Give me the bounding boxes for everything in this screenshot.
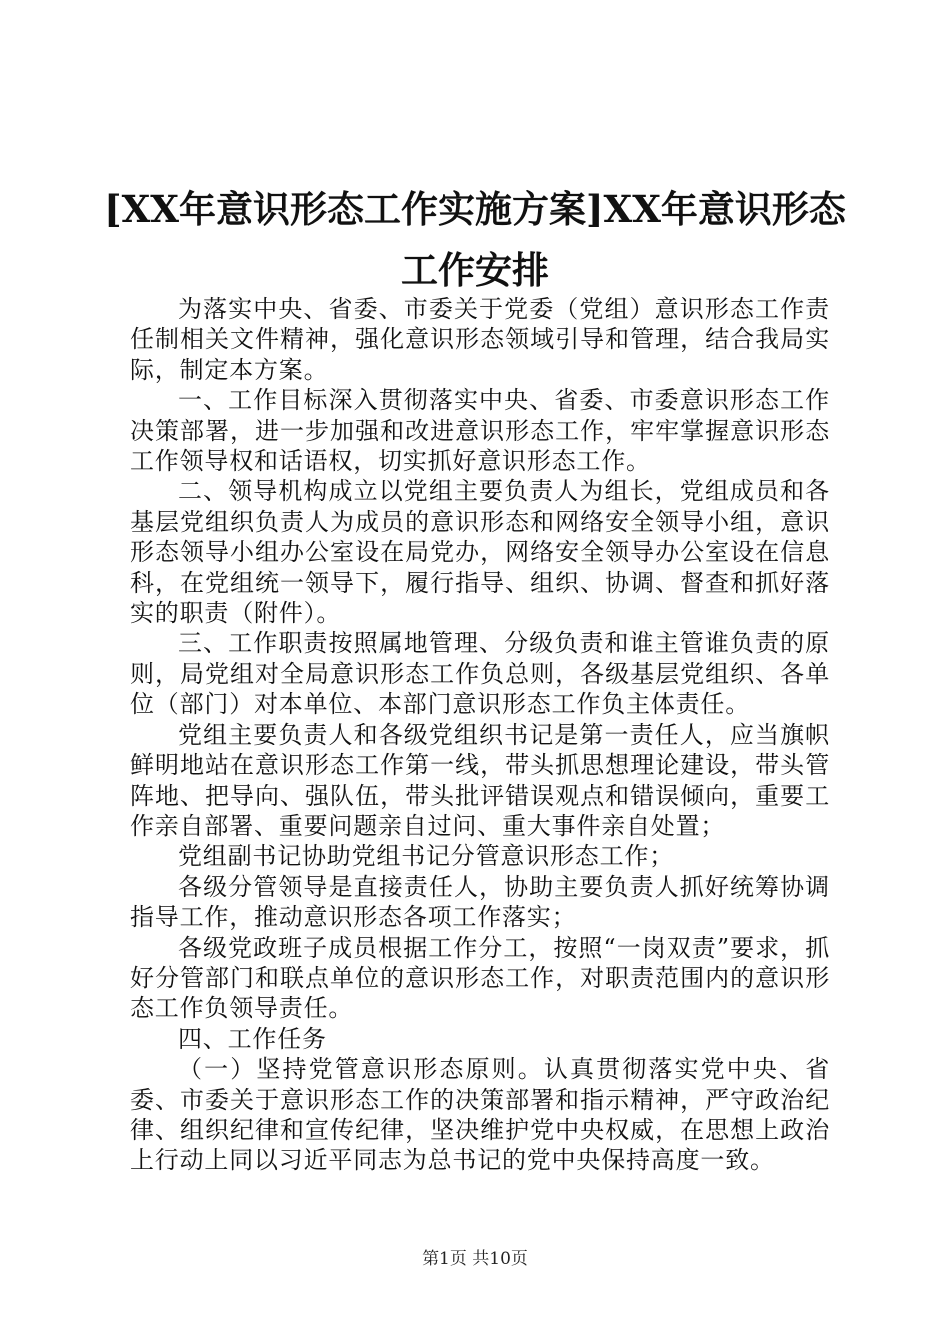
section-heading-tasks: 四、工作任务: [178, 1024, 327, 1053]
document-title-line-2: 工作安排: [401, 248, 549, 292]
page-number-footer: 第1页 共10页: [422, 1249, 528, 1269]
paragraph-task-1: （一）坚持党管意识形态原则。认真贯彻落实党中央、省委、市委关于意识形态工作的决策部署和指示精神，严守政治纪律、组织纪律和宣传纪律，坚决维护党中央权威，在思想上政治上行动上同以习近平同志为总书记的党中央保持高度一致。: [130, 1055, 830, 1175]
paragraph-direct-responsible: 各级分管领导是直接责任人，协助主要负责人抓好统筹协调指导工作，推动意识形态各项工作落实；: [130, 872, 830, 932]
paragraph-duties: 三、工作职责按照属地管理、分级负责和谁主管谁负责的原则，局党组对全局意识形态工作负总则，各级基层党组织、各单位（部门）对本单位、本部门意识形态工作负主体责任。: [130, 629, 830, 719]
document-body: [130, 294, 830, 1176]
paragraph-deputy-secretary: 党组副书记协助党组书记分管意识形态工作；: [178, 842, 674, 871]
paragraph-leadership: 二、领导机构成立以党组主要负责人为组长，党组成员和各基层党组织负责人为成员的意识形态和网络安全领导小组，意识形态领导小组办公室设在局党办，网络安全领导办公室设在信息科，在党组统一领导下，履行指导、组织、协调、督查和抓好落实的职责（附件）。: [130, 477, 830, 628]
document-title-line-1: [XX年意识形态工作实施方案]XX年意识形态: [104, 187, 846, 231]
paragraph-goals: 一、工作目标深入贯彻落实中央、省委、市委意识形态工作决策部署，进一步加强和改进意识形态工作，牢牢掌握意识形态工作领导权和话语权，切实抓好意识形态工作。: [130, 386, 830, 476]
paragraph-team-members: 各级党政班子成员根据工作分工，按照“一岗双责”要求，抓好分管部门和联点单位的意识形态工作，对职责范围内的意识形态工作负领导责任。: [130, 933, 830, 1023]
paragraph-first-responsible: 党组主要负责人和各级党组织书记是第一责任人，应当旗帜鲜明地站在意识形态工作第一线，带头抓思想理论建设，带头管阵地、把导向、强队伍，带头批评错误观点和错误倾向，重要工作亲自部署、重要问题亲自过问、重大事件亲自处置；: [130, 720, 830, 840]
paragraph-intro: 为落实中央、省委、市委关于党委（党组）意识形态工作责任制相关文件精神，强化意识形态领域引导和管理，结合我局实际，制定本方案。: [130, 295, 830, 384]
